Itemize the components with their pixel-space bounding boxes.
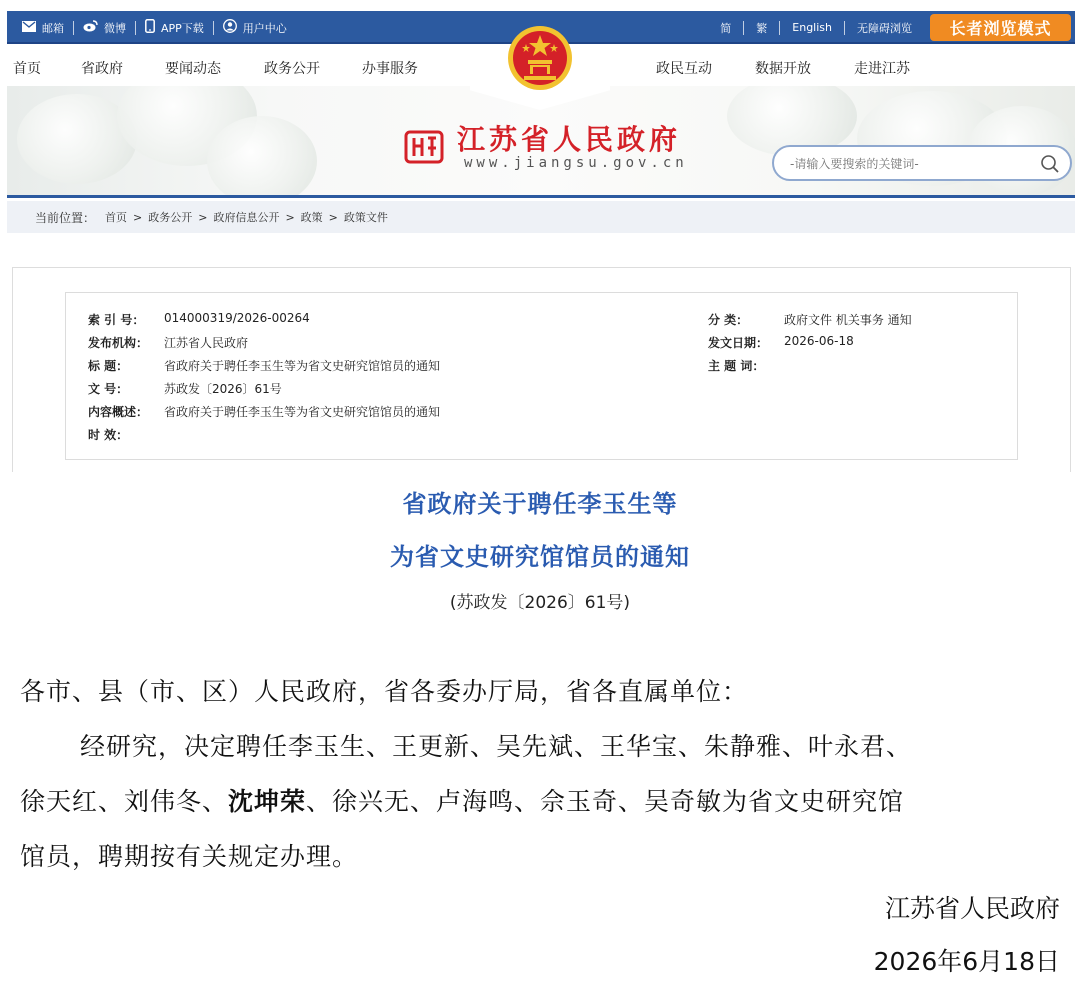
- english-link[interactable]: English: [780, 21, 845, 35]
- site-url: www.jiangsu.gov.cn: [464, 155, 688, 171]
- breadcrumb-item[interactable]: 政务公开: [148, 211, 193, 224]
- document-date: 2026年6月18日: [873, 947, 1060, 976]
- nav-government[interactable]: 省政府: [81, 61, 123, 77]
- breadcrumb-item[interactable]: 政策: [300, 211, 323, 224]
- jiangsu-logo-icon: [404, 126, 444, 166]
- breadcrumb-item[interactable]: 首页: [105, 211, 128, 224]
- meta-doc-number-value: 苏政发〔2026〕61号: [164, 382, 282, 396]
- breadcrumb-separator-icon: >: [328, 210, 338, 224]
- search-input[interactable]: [790, 155, 1030, 173]
- user-center-label: 用户中心: [242, 21, 287, 35]
- phone-icon: [145, 19, 155, 36]
- app-download-link[interactable]: [136, 21, 214, 35]
- document-number: (苏政发〔2026〕61号): [449, 593, 631, 613]
- meta-org: [88, 334, 248, 351]
- meta-index-key: 索 引 号：: [88, 313, 145, 327]
- document-paragraph-line3: 馆员，聘期按有关规定办理。: [20, 842, 359, 871]
- nav-news[interactable]: 要闻动态: [165, 61, 221, 77]
- nav-open-data[interactable]: 数据开放: [755, 61, 811, 77]
- nav-gov-affairs[interactable]: 政务公开: [264, 61, 320, 77]
- mail-icon: [22, 21, 36, 35]
- traditional-chinese-link[interactable]: 繁: [744, 21, 780, 35]
- meta-title-key: 标 题：: [88, 359, 129, 373]
- document-title-line2: 为省文史研究馆馆员的通知: [390, 543, 690, 571]
- document-addressee: 各市、县（市、区）人民政府，省各委办厅局，省各直属单位：: [20, 677, 749, 706]
- meta-category-value: 政府文件 机关事务 通知: [784, 313, 912, 327]
- meta-doc-number-key: 文 号：: [88, 382, 129, 396]
- elder-mode-button[interactable]: 长者浏览模式: [930, 14, 1071, 41]
- mail-label: 邮箱: [42, 21, 64, 35]
- breadcrumb-separator-icon: >: [198, 210, 208, 224]
- top-bar-right: [708, 11, 1071, 44]
- accessibility-link[interactable]: 无障碍浏览: [857, 21, 912, 35]
- nav-about-jiangsu[interactable]: 走进江苏: [854, 61, 910, 77]
- user-icon: [223, 19, 237, 36]
- meta-doc-number: [88, 380, 282, 397]
- meta-date-key: 发文日期：: [708, 336, 769, 350]
- document-paragraph-line1: 经研究，决定聘任李玉生、王更新、吴先斌、王华宝、朱静雅、叶永君、: [80, 732, 913, 761]
- national-emblem-icon: [506, 22, 574, 94]
- emblem-container: [470, 44, 610, 110]
- meta-index-value: 014000319/2026-00264: [164, 311, 310, 325]
- document-paragraph-text: 徐天红、刘伟冬、: [20, 787, 229, 816]
- nav-interaction[interactable]: 政民互动: [656, 61, 712, 77]
- meta-validity: [88, 426, 164, 443]
- weibo-label: 微博: [104, 21, 126, 35]
- meta-date: [708, 334, 854, 351]
- breadcrumb-separator-icon: >: [285, 210, 295, 224]
- meta-index: [88, 311, 310, 328]
- nav-home[interactable]: 首页: [13, 61, 41, 77]
- meta-summary-key: 内容概述：: [88, 405, 149, 419]
- breadcrumb-separator-icon: >: [133, 210, 143, 224]
- breadcrumb-item[interactable]: 政策文件: [343, 211, 388, 224]
- weibo-link[interactable]: [74, 21, 136, 35]
- app-download-label: APP下载: [161, 21, 204, 35]
- meta-org-value: 江苏省人民政府: [164, 336, 249, 350]
- site-title: 江苏省人民政府: [457, 123, 682, 156]
- highlighted-name: 沈坤荣: [228, 787, 307, 816]
- banner-flower-decoration: [207, 116, 317, 198]
- breadcrumb-label: 当前位置：: [35, 210, 96, 225]
- meta-category-key: 分 类：: [708, 313, 749, 327]
- meta-title: [88, 357, 440, 374]
- breadcrumb-item[interactable]: 政府信息公开: [213, 211, 280, 224]
- meta-summary-value: 省政府关于聘任李玉生等为省文史研究馆馆员的通知: [164, 405, 441, 419]
- document-signer: 江苏省人民政府: [884, 894, 1060, 923]
- weibo-icon: [83, 20, 98, 35]
- search-icon[interactable]: [1040, 154, 1060, 174]
- meta-org-key: 发布机构：: [88, 336, 149, 350]
- nav-services[interactable]: 办事服务: [362, 61, 418, 77]
- document-title-line1: 省政府关于聘任李玉生等: [402, 490, 678, 518]
- meta-validity-key: 时 效：: [88, 428, 129, 442]
- search-box: [772, 145, 1072, 181]
- meta-date-value: 2026-06-18: [784, 334, 854, 348]
- document-paragraph-text: 、徐兴无、卢海鸣、佘玉奇、吴奇敏为省文史研究馆: [306, 787, 905, 816]
- meta-keywords-key: 主 题 词：: [708, 359, 765, 373]
- meta-category: [708, 311, 912, 328]
- meta-title-value: 省政府关于聘任李玉生等为省文史研究馆馆员的通知: [164, 359, 441, 373]
- user-center-link[interactable]: [214, 21, 296, 35]
- simplified-chinese-link[interactable]: 简: [708, 21, 744, 35]
- mail-link[interactable]: [13, 21, 74, 35]
- document-paragraph-line2: [20, 782, 904, 818]
- breadcrumb: [7, 201, 1075, 233]
- document-metadata: [65, 292, 1018, 460]
- top-bar-left: [13, 11, 296, 44]
- meta-summary: [88, 403, 440, 420]
- meta-keywords: [708, 357, 784, 374]
